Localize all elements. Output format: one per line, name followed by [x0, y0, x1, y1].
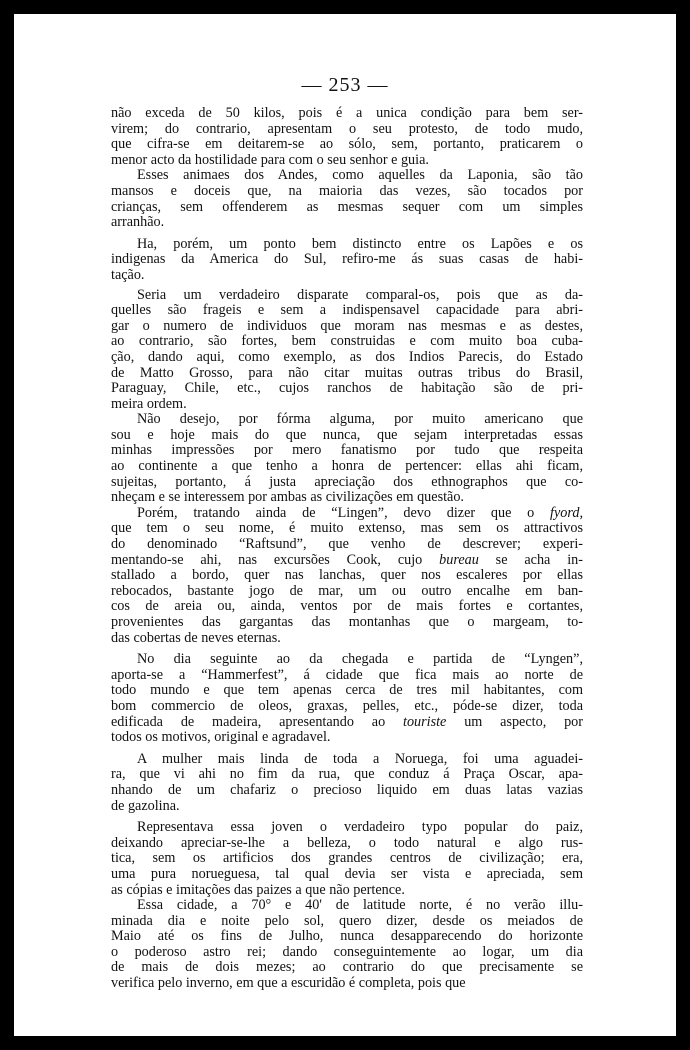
- italic-term: bureau: [439, 551, 479, 568]
- text-line: aporta-se a “Hammerfest”, á cidade que fica mais ao norte de: [111, 666, 583, 683]
- text-line: rebocados, bastante jogo de mar, um ou outro encalhe em ban-: [111, 582, 583, 599]
- text-line: ra, que vi ahi no fim da rua, que conduz á Praça Oscar, apa-: [111, 766, 583, 783]
- text-line: do denominado “Raftsund”, que venho de descrever; experi-: [111, 536, 583, 553]
- text-line: das cobertas de neves eternas.: [111, 629, 281, 646]
- text-line: Maio até os fins de Julho, nunca desapparecendo do horizonte: [111, 928, 583, 945]
- paragraph: [111, 506, 583, 646]
- text-line: No dia seguinte ao da chegada e partida de “Lyngen”,: [137, 651, 583, 668]
- text-line: nheçam e se interessem por ambas as civilizações em questão.: [111, 489, 464, 506]
- text-line: Não desejo, por fórma alguma, por muito americano que: [137, 411, 583, 428]
- text-line: meira ordem.: [111, 395, 187, 412]
- text-line: Esses animaes dos Andes, como aquelles da Laponia, são tão: [137, 167, 583, 184]
- text-line: mentando-se ahi, nas excursões Cook, cujo bureau se acha in-: [111, 551, 583, 568]
- text-line: ao contrario, são fortes, bem construidas e com muito boa cuba-: [111, 333, 583, 350]
- paragraph: [111, 412, 583, 506]
- text-line: Representava essa joven o verdadeiro typo popular do paiz,: [137, 819, 583, 836]
- text-line: crianças, sem offenderem as mesmas sequer com um simples: [111, 198, 583, 215]
- text-line: virem; do contrario, apresentam o seu protesto, de todo mudo,: [111, 120, 583, 137]
- text-line: menor acto da hostilidade para com o seu senhor e guia.: [111, 151, 429, 168]
- text-line: que tem o seu nome, é muito extenso, mas sem os attractivos: [111, 520, 583, 537]
- text-line: sou e hoje mais do que nunca, que sejam interpretadas essas: [111, 426, 583, 443]
- text-line: o poderoso astro rei; dando conseguintemente ao logar, um dia: [111, 943, 583, 960]
- text-line: ao continente a que tenho a honra de pertencer: ellas ahi ficam,: [111, 458, 583, 475]
- text-line: A mulher mais linda de toda a Noruega, foi uma aguadei-: [137, 750, 583, 767]
- text-line: Paraguay, Chile, etc., cujos ranchos de habitação são de pri-: [111, 380, 583, 397]
- paragraph: [111, 652, 583, 746]
- text-line: minhas impressões por mero fanatismo por tudo que respeita: [111, 442, 583, 459]
- text-line: arranhão.: [111, 214, 165, 231]
- text-line: não exceda de 50 kilos, pois é a unica condição para bem ser-: [111, 105, 583, 121]
- paragraph: [111, 752, 583, 814]
- book-page: [14, 14, 676, 1036]
- text-line: todo mundo e que tem apenas cerca de tres mil habitantes, com: [111, 682, 583, 699]
- text-line: edificada de madeira, apresentando ao touriste um aspecto, por: [111, 713, 583, 730]
- text-line: sujeitas, portanto, á justa apreciação dos ethnographos que co-: [111, 473, 583, 490]
- text-line: deixando apreciar-se-lhe a belleza, o todo natural e algo rus-: [111, 834, 583, 851]
- text-line: indigenas da America do Sul, refiro-me ás suas casas de habi-: [111, 251, 583, 268]
- paragraph: [111, 237, 583, 284]
- text-line: nhando de um chafariz o precioso liquido em duas latas vazias: [111, 781, 583, 798]
- text-line: quelles são frageis e sem a indispensavel capacidade para abri-: [111, 302, 583, 319]
- paragraph: [111, 820, 583, 898]
- text-line: tica, sem os artificios dos grandes centros de civilização; era,: [111, 850, 583, 867]
- text-line: tação.: [111, 266, 145, 283]
- paragraph: [111, 168, 583, 230]
- text-line: cos de areia ou, ainda, ventos por de mais fortes e cortantes,: [111, 598, 583, 615]
- text-line: que cifra-se em deitarem-se ao sólo, sem, portanto, praticarem o: [111, 136, 583, 153]
- text-line: mansos e doceis que, na maioria das vezes, são tocados por: [111, 182, 583, 199]
- text-line: de gazolina.: [111, 797, 180, 814]
- text-line: uma pura norueguesa, tal qual devia ser vista e apreciada, sem: [111, 865, 583, 882]
- text-line: de mais de dois mezes; ao contrario do que precisamente se: [111, 959, 583, 976]
- text-line: gar o numero de individuos que moram nas mesmas e as destes,: [111, 317, 583, 334]
- text-line: verifica pelo inverno, em que a escuridão é completa, pois que: [111, 975, 466, 992]
- text-line: Essa cidade, a 70° e 40' de latitude norte, é no verão illu-: [137, 897, 583, 914]
- text-line: bom commercio de oleos, graxas, pelles, etc., póde-se dizer, toda: [111, 697, 583, 714]
- text-line: todos os motivos, original e agradavel.: [111, 729, 331, 746]
- text-line: Ha, porém, um ponto bem distincto entre os Lapões e os: [137, 235, 583, 252]
- text-line: as cópias e imitações das paizes a que não pertence.: [111, 881, 405, 898]
- body-text: [111, 106, 583, 992]
- paragraph: [111, 898, 583, 992]
- text-line: de Matto Grosso, para não citar muitas outras tribus do Brasil,: [111, 364, 583, 381]
- text-line: Seria um verdadeiro disparate comparal-os, pois que as da-: [137, 286, 583, 303]
- paragraph: [111, 288, 583, 413]
- text-line: provenientes das gargantas das montanhas que o margeam, to-: [111, 614, 583, 630]
- italic-term: touriste: [403, 713, 447, 730]
- italic-term: fyord,: [550, 504, 583, 521]
- page-number: — 253 —: [301, 74, 389, 96]
- text-line: minada dia e noite pelo sol, quero dizer, desde os meiados de: [111, 912, 583, 929]
- text-line: stallado a bordo, quer nas lanchas, quer nos escaleres por ellas: [111, 567, 583, 584]
- text-line: ção, dando aqui, como exemplo, as dos Indios Parecis, do Estado: [111, 348, 583, 365]
- text-line: Porém, tratando ainda de “Lingen”, devo dizer que o fyord,: [137, 504, 583, 521]
- paragraph: [111, 106, 583, 168]
